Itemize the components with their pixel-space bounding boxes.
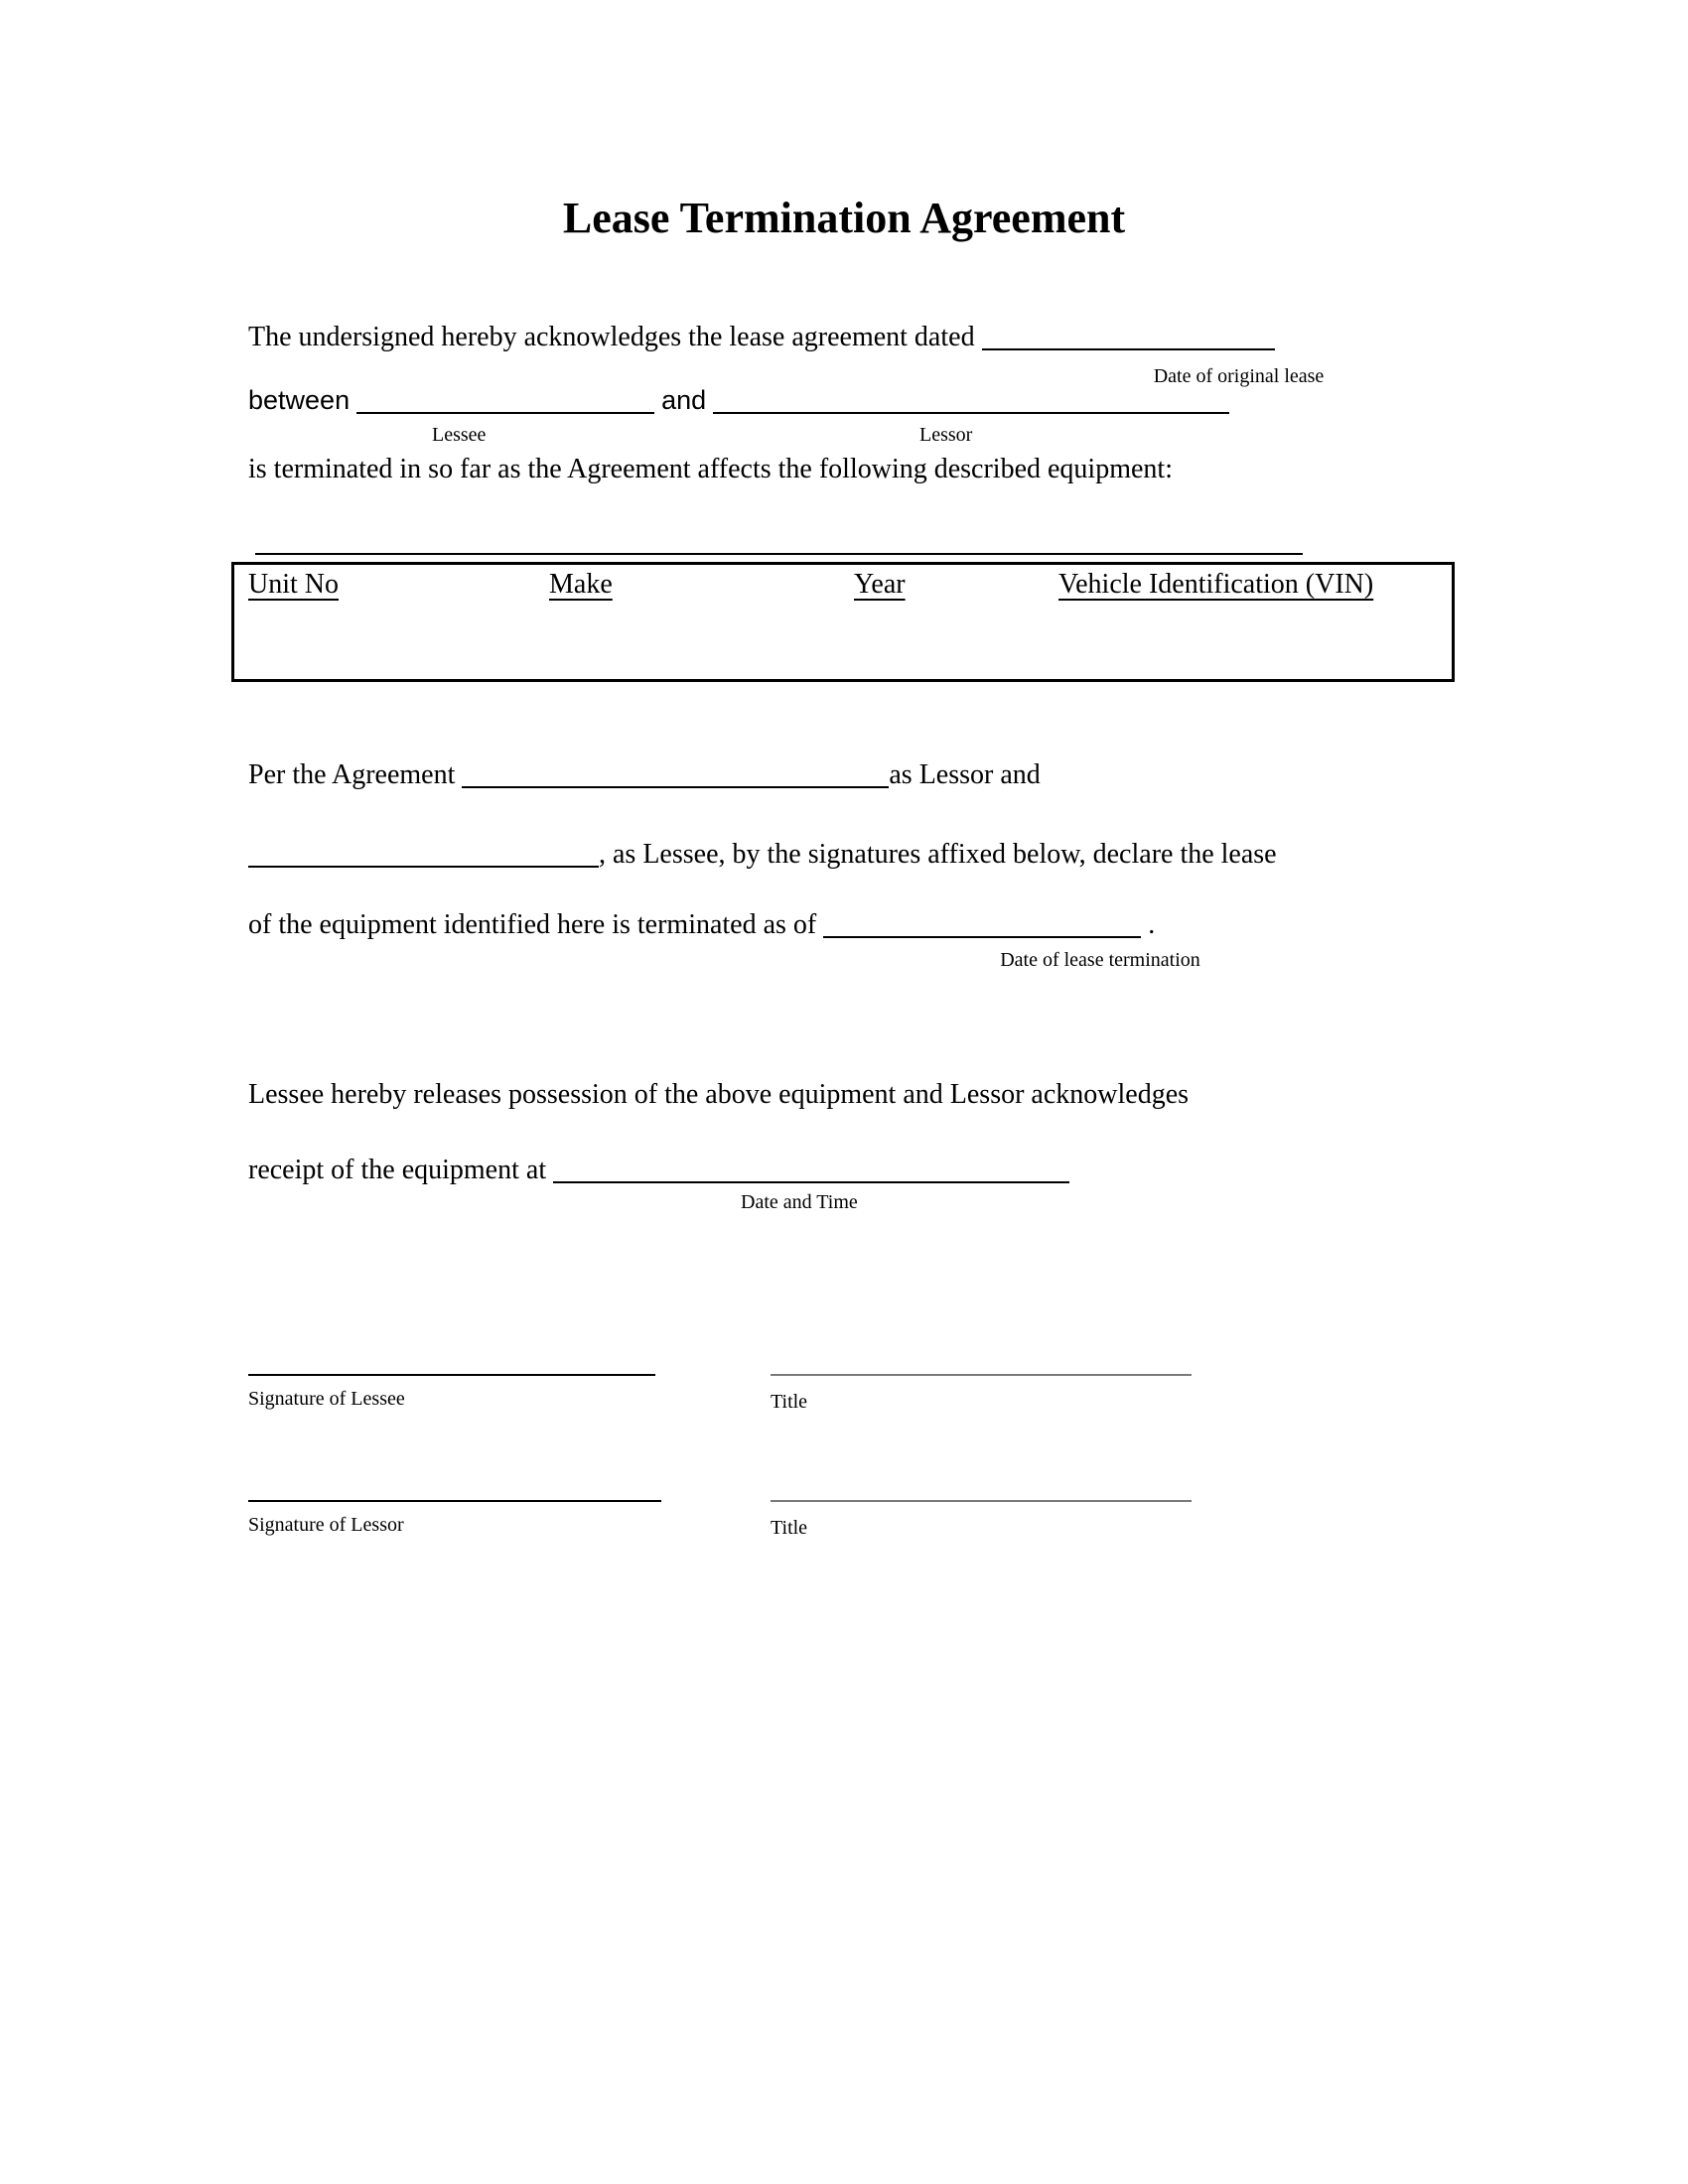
lessor-caption: Lessor: [919, 424, 973, 446]
agreement-line-1: [248, 758, 1041, 792]
page-title: Lease Termination Agreement: [562, 194, 1126, 242]
signature-of-lessor-line: [248, 1500, 661, 1502]
intro-line-2: [248, 384, 1229, 418]
release-line-2: [248, 1154, 1069, 1187]
date-of-original-lease-blank: [982, 321, 1275, 350]
equipment-header-make: Make: [549, 569, 613, 600]
signature-of-lessee-caption: Signature of Lessee: [248, 1388, 405, 1410]
agreement-line-3-period: .: [1148, 909, 1156, 940]
lessor-agreement-blank: [462, 758, 889, 788]
lessee-agreement-blank: [248, 838, 599, 868]
equipment-header-unit-no: Unit No: [248, 569, 339, 600]
and-word: and: [661, 385, 707, 415]
equipment-header-year: Year: [854, 569, 906, 600]
signature-of-lessee-line: [248, 1374, 655, 1376]
signature-of-lessor-caption: Signature of Lessor: [248, 1514, 404, 1536]
rule-above-equipment-box: [255, 553, 1303, 555]
date-of-lease-termination-caption: Date of lease termination: [1000, 949, 1200, 971]
intro-line-1: [248, 321, 1275, 354]
title-caption-2: Title: [771, 1517, 808, 1539]
agreement-line-2: [248, 838, 1277, 872]
agreement-line-2-after: , as Lessee, by the signatures affixed below, declare the lease: [599, 839, 1277, 870]
agreement-line-1-after: as Lessor and: [889, 759, 1041, 790]
agreement-line-3: [248, 908, 1155, 942]
lessee-name-blank: [356, 384, 654, 414]
title-caption-1: Title: [771, 1391, 808, 1413]
lessee-caption: Lessee: [432, 424, 487, 446]
date-and-time-blank: [553, 1154, 1069, 1183]
equipment-header-vin: Vehicle Identification (VIN): [1058, 569, 1374, 600]
release-line-1: Lessee hereby releases possession of the above equipment and Lessor acknowledges: [248, 1079, 1190, 1110]
intro-line-3: is terminated in so far as the Agreement affects the following described equipment:: [248, 454, 1173, 484]
intro-line-1-text: The undersigned hereby acknowledges the lease agreement dated: [248, 322, 975, 352]
agreement-line-1-text: Per the Agreement: [248, 759, 456, 790]
date-and-time-caption: Date and Time: [741, 1191, 858, 1213]
between-word: between: [248, 385, 351, 415]
lessor-name-blank: [713, 384, 1229, 414]
termination-date-blank: [823, 908, 1141, 938]
release-line-2-text: receipt of the equipment at: [248, 1155, 547, 1185]
title-line-2: [771, 1500, 1192, 1502]
agreement-line-3-text: of the equipment identified here is terminated as of: [248, 909, 817, 940]
date-of-original-lease-caption: Date of original lease: [1153, 365, 1325, 387]
title-line-1: [771, 1374, 1192, 1376]
